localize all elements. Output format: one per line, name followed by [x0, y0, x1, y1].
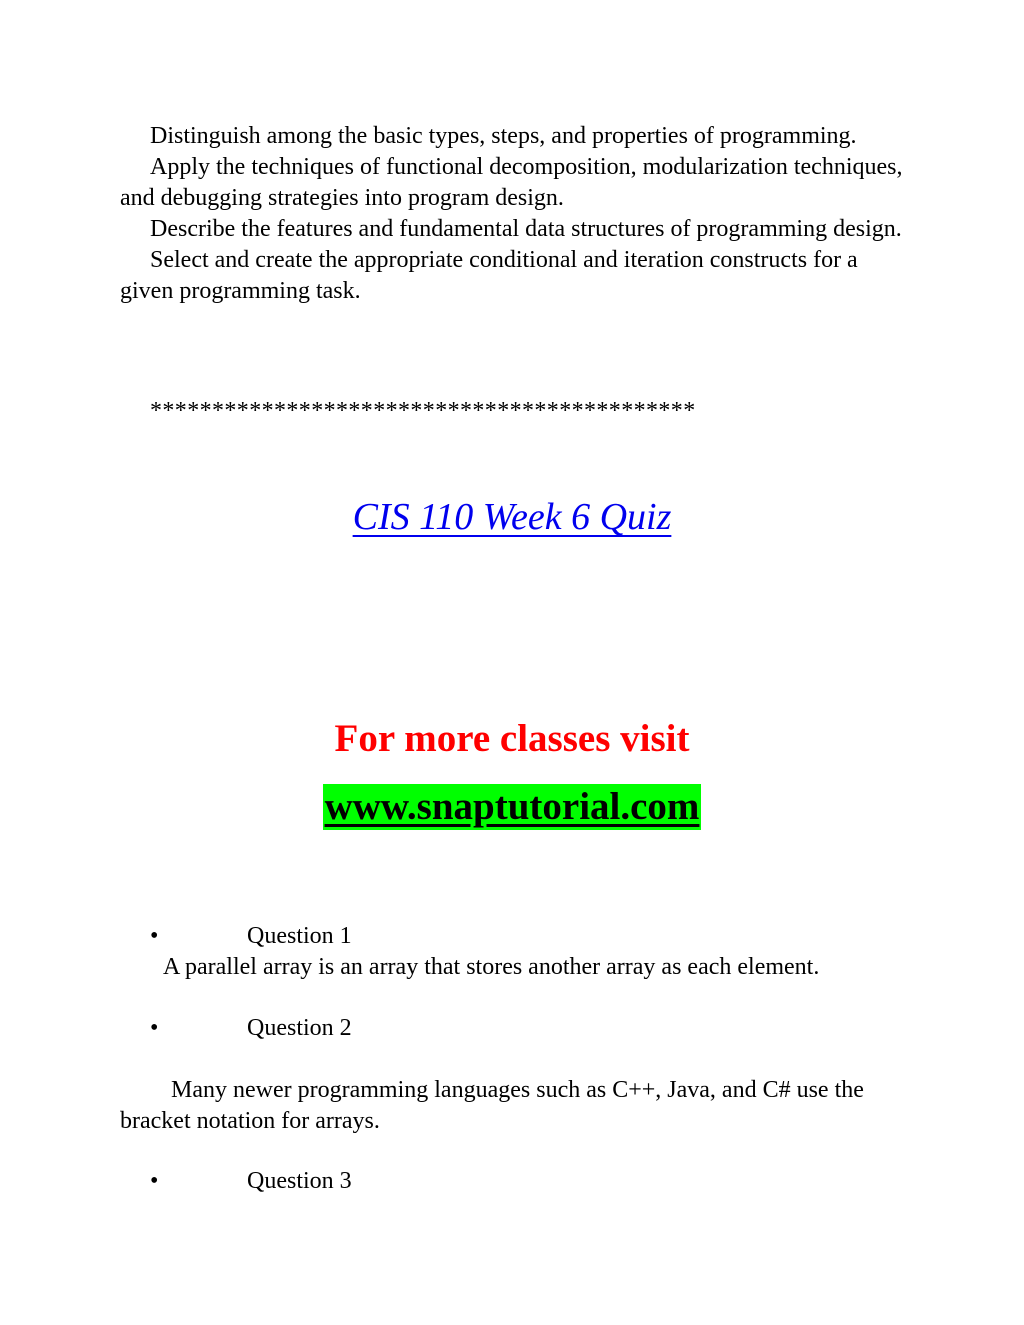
question-heading [150, 1013, 352, 1043]
objective-item: Describe the features and fundamental data structures of programming design. [150, 216, 902, 242]
question-heading [150, 921, 352, 951]
asterisk-separator: ******************************************** [150, 398, 696, 424]
bullet-icon: • [150, 1168, 159, 1194]
question-label: Question 1 [247, 923, 352, 949]
promo-heading: For more classes visit [334, 717, 690, 760]
website-link[interactable]: www.snaptutorial.com [324, 785, 700, 828]
question-text: A parallel array is an array that stores another array as each element. [163, 954, 820, 980]
objective-item: Apply the techniques of functional decomposition, modularization techniques, and debugging strategies into program design. [120, 154, 903, 211]
question-text: Many newer programming languages such as C++, Java, and C# use the bracket notation for arrays. [120, 1077, 864, 1134]
bullet-icon: • [150, 1015, 159, 1041]
question-label: Question 2 [247, 1015, 352, 1041]
objective-item: Distinguish among the basic types, steps, and properties of programming. [150, 123, 857, 149]
quiz-title-link[interactable]: CIS 110 Week 6 Quiz [352, 496, 672, 538]
promo-link-wrap [0, 784, 1024, 830]
learning-objectives [120, 121, 910, 307]
objective-item: Select and create the appropriate conditional and iteration constructs for a given programming task. [120, 247, 858, 304]
question-label: Question 3 [247, 1168, 352, 1194]
quiz-title-link-wrap [0, 493, 1024, 541]
bullet-icon: • [150, 923, 159, 949]
question-heading [150, 1166, 352, 1196]
